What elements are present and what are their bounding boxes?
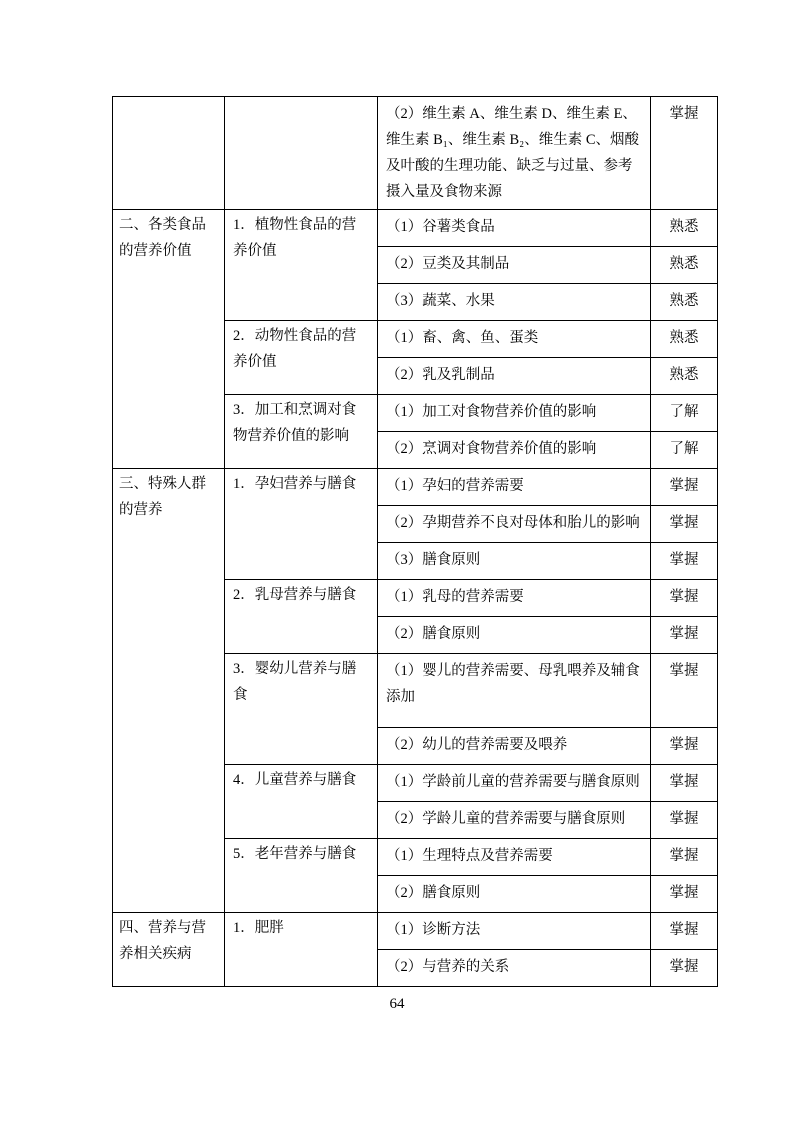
item-cell: （2）与营养的关系 [378,950,651,987]
level-cell: 掌握 [651,97,718,210]
item-cell: （3）膳食原则 [378,543,651,580]
subsection-cell-empty [225,97,378,210]
syllabus-table [112,96,718,987]
item-cell: （1）谷薯类食品 [378,210,651,247]
item-cell: （2）膳食原则 [378,617,651,654]
level-cell: 了解 [651,432,718,469]
level-cell: 掌握 [651,950,718,987]
item-cell: （2）烹调对食物营养价值的影响 [378,432,651,469]
level-cell: 掌握 [651,913,718,950]
item-cell: （2）孕期营养不良对母体和胎儿的影响 [378,506,651,543]
category-cell-empty [113,97,225,210]
item-cell: （1）加工对食物营养价值的影响 [378,395,651,432]
item-cell: （2）维生素 A、维生素 D、维生素 E、维生素 B₁、维生素 B₂、维生素 C、烟酸及叶酸的生理功能、缺乏与过量、参考摄入量及食物来源 [378,97,651,210]
level-cell: 掌握 [651,506,718,543]
category-cell: 四、营养与营养相关疾病 [113,913,225,987]
subsection-cell: 3．加工和烹调对食物营养价值的影响 [225,395,378,469]
level-cell: 了解 [651,395,718,432]
item-cell: （1）乳母的营养需要 [378,580,651,617]
subsection-cell: 5．老年营养与膳食 [225,839,378,913]
subsection-cell: 2．乳母营养与膳食 [225,580,378,654]
level-cell: 掌握 [651,617,718,654]
table-row [113,913,718,950]
level-cell: 掌握 [651,876,718,913]
page-number: 64 [389,996,405,1012]
level-cell: 掌握 [651,543,718,580]
item-cell: （1）诊断方法 [378,913,651,950]
level-cell: 掌握 [651,765,718,802]
item-cell: （1）婴儿的营养需要、母乳喂养及辅食添加 [378,654,651,728]
level-cell: 熟悉 [651,247,718,284]
item-cell: （2）乳及乳制品 [378,358,651,395]
level-cell: 熟悉 [651,284,718,321]
level-cell: 掌握 [651,469,718,506]
level-cell: 掌握 [651,839,718,876]
subsection-cell: 1．肥胖 [225,913,378,987]
level-cell: 掌握 [651,654,718,728]
level-cell: 熟悉 [651,358,718,395]
subsection-cell: 1．孕妇营养与膳食 [225,469,378,580]
item-cell: （1）生理特点及营养需要 [378,839,651,876]
level-cell: 掌握 [651,728,718,765]
item-cell: （1）畜、禽、鱼、蛋类 [378,321,651,358]
subsection-cell: 2．动物性食品的营养价值 [225,321,378,395]
level-cell: 熟悉 [651,321,718,358]
category-cell: 三、特殊人群的营养 [113,469,225,913]
item-cell: （3）蔬菜、水果 [378,284,651,321]
level-cell: 掌握 [651,580,718,617]
item-cell: （1）孕妇的营养需要 [378,469,651,506]
item-cell: （2）幼儿的营养需要及喂养 [378,728,651,765]
level-cell: 熟悉 [651,210,718,247]
table-row [113,210,718,247]
category-cell: 二、各类食品的营养价值 [113,210,225,469]
table-row [113,469,718,506]
item-cell: （1）学龄前儿童的营养需要与膳食原则 [378,765,651,802]
item-cell: （2）豆类及其制品 [378,247,651,284]
level-cell: 掌握 [651,802,718,839]
subsection-cell: 1．植物性食品的营养价值 [225,210,378,321]
item-cell: （2）学龄儿童的营养需要与膳食原则 [378,802,651,839]
item-cell: （2）膳食原则 [378,876,651,913]
subsection-cell: 3．婴幼儿营养与膳食 [225,654,378,765]
subsection-cell: 4．儿童营养与膳食 [225,765,378,839]
table-row [113,97,718,210]
